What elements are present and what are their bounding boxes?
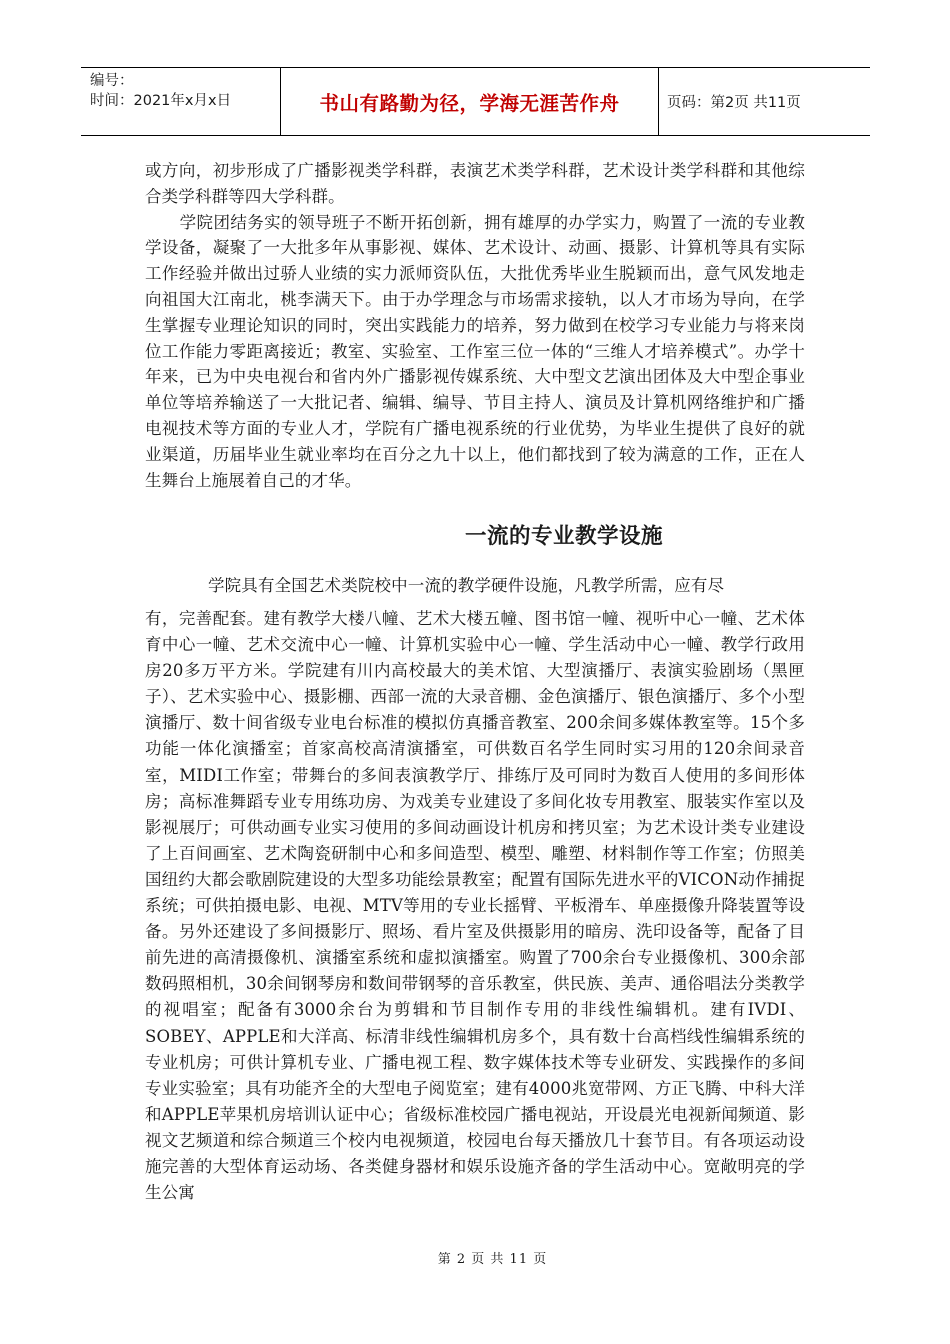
paragraph-facilities: 有，完善配套。建有教学大楼八幢、艺术大楼五幢、图书馆一幢、视听中心一幢、艺术体育中心一幢、艺术交流中心一幢、计算机实验中心一幢、学生活动中心一幢、教学行政用房20多万平方米。学院建有川内高校最大的美术馆、大型演播厅、表演实验剧场（黑匣子）、艺术实验中心、摄影棚、西部一流的大录音棚、金色演播厅、银色演播厅、多个小型演播厅、数十间省级专业电台标准的模拟仿真播音教室、200余间多媒体教室等。15个多功能一体化演播室；首家高校高清演播室，可供数百名学生同时实习用的120余间录音室，MIDI工作室；带舞台的多间表演教学厅、排练厅及可同时为数百人使用的多间形体房；高标准舞蹈专业专用练功房、为戏美专业建设了多间化妆专用教室、服装实作室以及影视展厅；可供动画专业实习使用的多间动画设计机房和拷贝室；为艺术设计类专业建设了上百间画室、艺术陶瓷研制中心和多间造型、模型、雕塑、材料制作等工作室；仿照美国纽约大都会歌剧院建设的大型多功能绘景教室；配置有国际先进水平的VICON动作捕捉系统；可供拍摄电影、电视、MTV等用的专业长摇臂、平板滑车、单座摄像升降装置等设备。另外还建设了多间摄影厅、照场、看片室及供摄影用的暗房、洗印设备等，配备了目前先进的高清摄像机、演播室系统和虚拟演播室。购置了700余台专业摄像机、300余部数码照相机，30余间钢琴房和数间带钢琴的音乐教室，供民族、美声、通俗唱法分类教学的视唱室；配备有3000余台为剪辑和节目制作专用的非线性编辑机。建有IVDI、SOBEY、APPLE和大洋高、标清非线性编辑机房多个，具有数十台高档线性编辑系统的专业机房；可供计算机专业、广播电视工程、数字媒体技术等专业研发、实践操作的多间专业实验室；具有功能齐全的大型电子阅览室；建有4000兆宽带网、方正飞腾、中科大洋和APPLE苹果机房培训认证中心；省级标准校园广播电视站，开设晨光电视新闻频道、影视文艺频道和综合频道三个校内电视频道，校园电台每天播放几十套节目。有各项运动设施完善的大型体育运动场、各类健身器材和娱乐设施齐备的学生活动中心。宽敞明亮的学生公寓 [145, 609, 805, 1203]
body-section-1 [145, 158, 805, 493]
page-footer: 第 2 页 共 11 页 [437, 1252, 548, 1267]
paragraph-continued: 或方向，初步形成了广播影视类学科群，表演艺术类学科群，艺术设计类学科群和其他综合类学科群等四大学科群。 [145, 161, 805, 206]
paragraph-leadership: 学院团结务实的领导班子不断开拓创新，拥有雄厚的办学实力，购置了一流的专业教学设备，凝聚了一大批多年从事影视、媒体、艺术设计、动画、摄影、计算机等具有实际工作经验并做出过骄人业绩的实力派师资队伍，大批优秀毕业生脱颖而出，意气风发地走向祖国大江南北，桃李满天下。由于办学理念与市场需求接轨，以人才市场为导向，在学生掌握专业理论知识的同时，突出实践能力的培养，努力做到在校学习专业能力与将来岗位工作能力零距离接近；教室、实验室、工作室三位一体的“三维人才培养模式”。办学十年来，已为中央电视台和省内外广播影视传媒系统、大中型文艺演出团体及大中型企事业单位等培养输送了一大批记者、编辑、编导、节目主持人、演员及计算机网络维护和广播电视技术等方面的专业人才，学院有广播电视系统的行业优势，为毕业生提供了良好的就业渠道，历届毕业生就业率均在百分之九十以上，他们都找到了较为满意的工作，正在人生舞台上施展着自己的才华。 [145, 212, 805, 490]
header-page-info: 页码：第2页 共11页 [667, 95, 801, 111]
page-header [81, 67, 870, 136]
header-motto: 书山有路勤为径，学海无涯苦作舟 [281, 68, 659, 135]
section-heading: 一流的专业教学设施 [465, 524, 664, 549]
section-lead-line: 学院具有全国艺术类院校中一流的教学硬件设施，凡教学所需，应有尽 [208, 576, 725, 595]
document-number-label: 编号： [90, 73, 134, 89]
document-date: 时间：2021年x月x日 [90, 93, 232, 109]
header-meta [81, 68, 281, 135]
body-section-2 [145, 606, 805, 1206]
